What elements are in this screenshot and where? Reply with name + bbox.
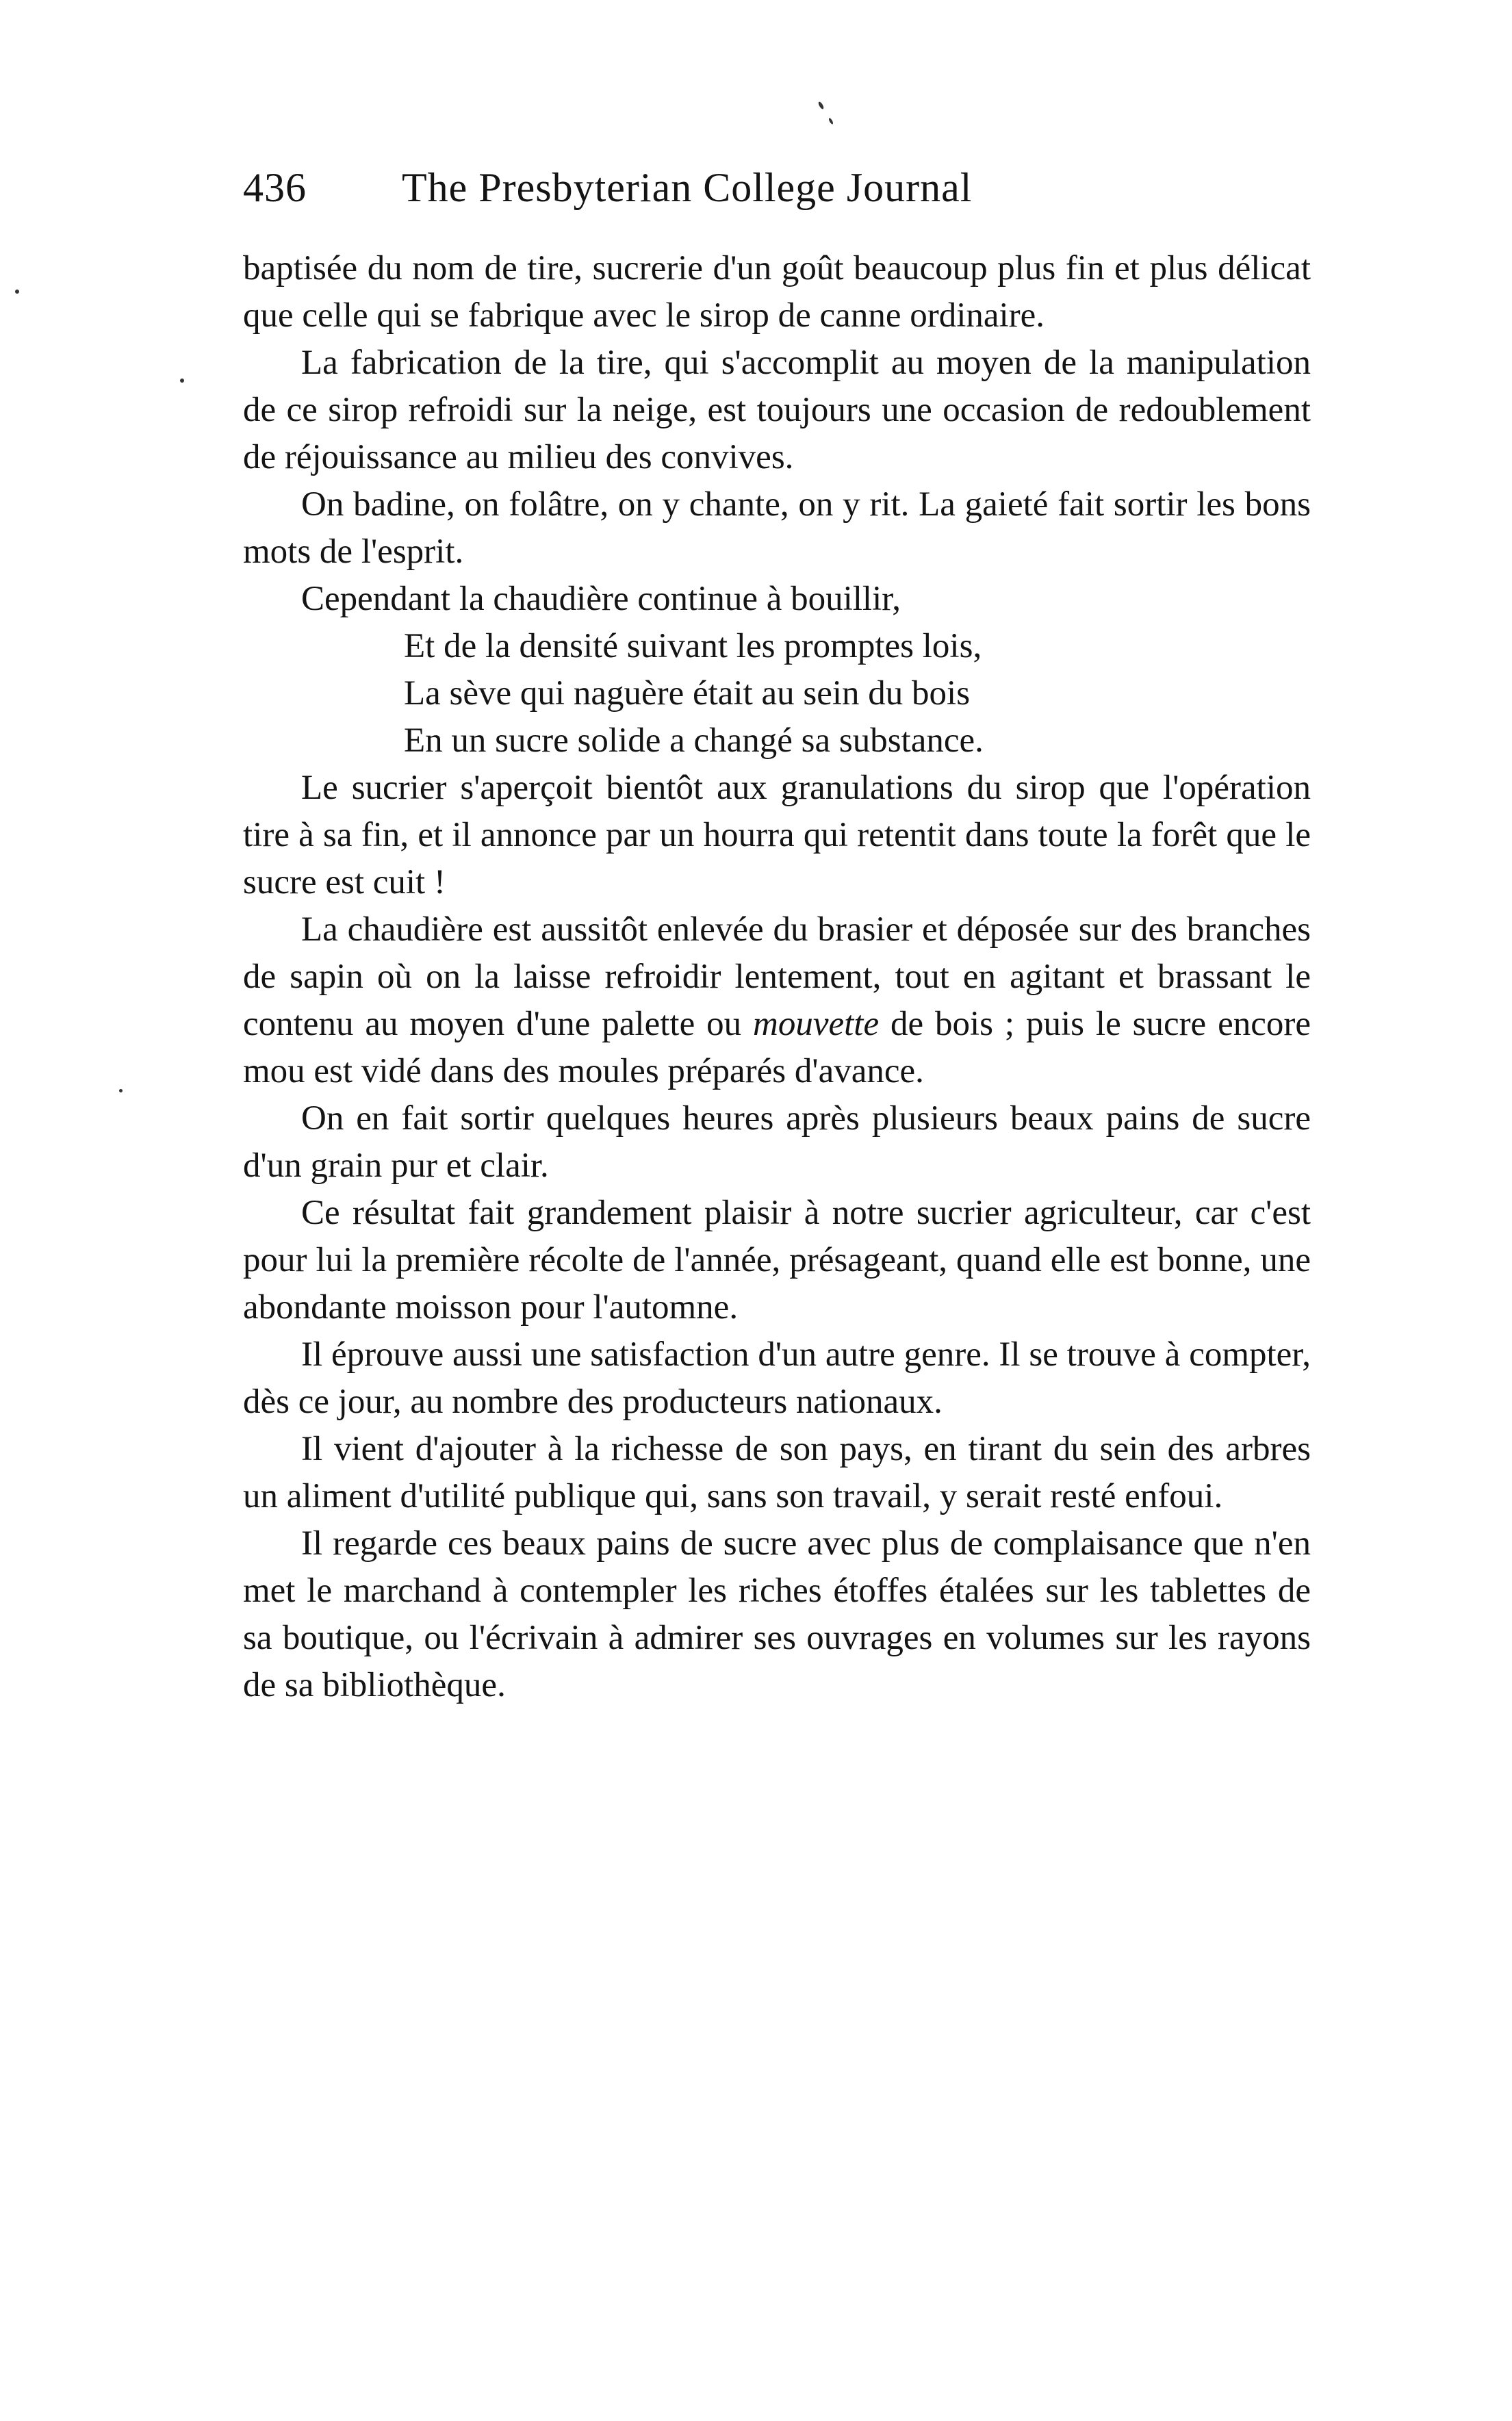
ink-speck [15, 290, 19, 294]
paragraph: Il regarde ces beaux pains de sucre avec plus de complaisance que n'en met le marchand à contempler les riches étoffes étalées sur les tablettes de sa boutique, ou l'écrivain à admirer ses ouvrages en volumes sur les rayons de sa bibliothèque. [243, 1524, 1311, 1704]
book-page [243, 164, 1311, 1709]
paragraph: Il vient d'ajouter à la richesse de son pays, en tirant du sein des arbres un aliment d'utilité publique qui, sans son travail, y serait resté enfoui. [243, 1430, 1311, 1515]
paragraph: On badine, on folâtre, on y chante, on y rit. La gaieté fait sortir les bons mots de l'esprit. [243, 485, 1311, 571]
paragraph-text: La chaudière est aussitôt enlevée du brasier et déposée sur des branches de sapin où on la laisse refroidir lentement, tout en agitant et brassant le contenu au moyen d'une palette ou [243, 910, 1311, 1043]
paragraph: Il éprouve aussi une satisfaction d'un autre genre. Il se trouve à compter, dès ce jour, au nombre des producteurs nationaux. [243, 1335, 1311, 1421]
verse-line: Cependant la chaudière continue à bouillir, [301, 580, 901, 618]
ink-speck [119, 1089, 123, 1092]
verse-quotation [243, 576, 1311, 765]
paragraph: La fabrication de la tire, qui s'accomplit au moyen de la manipulation de ce sirop refroidi sur la neige, est toujours une occasion de redoublement de réjouissance au milieu des convives. [243, 344, 1311, 476]
verse-line: Et de la densité suivant les promptes lois, [404, 627, 982, 665]
body-text [243, 245, 1311, 1709]
paragraph: On en fait sortir quelques heures après plusieurs beaux pains de sucre d'un grain pur et clair. [243, 1099, 1311, 1185]
page-header [243, 164, 1311, 223]
paragraph-continuation: baptisée du nom de tire, sucrerie d'un goût beaucoup plus fin et plus délicat que celle qui se fabrique avec le sirop de canne ordinaire. [243, 249, 1311, 335]
paragraph: Le sucrier s'aperçoit bientôt aux granulations du sirop que l'opération tire à sa fin, et il annonce par un hourra qui retentit dans toute la forêt que le sucre est cuit ! [243, 769, 1311, 901]
verse-line: La sève qui naguère était au sein du bois [404, 674, 971, 713]
ink-speck [817, 101, 824, 110]
paragraph-text: de bois ; puis le sucre encore mou est vidé dans des moules préparés d'avance. [243, 1005, 1311, 1090]
verse-line: En un sucre solide a changé sa substance. [404, 721, 984, 760]
ink-speck [180, 379, 184, 383]
italic-term: mouvette [753, 1005, 880, 1043]
running-title: The Presbyterian College Journal [402, 165, 973, 210]
page-number: 436 [243, 165, 307, 210]
ink-speck [828, 118, 834, 125]
paragraph: Ce résultat fait grandement plaisir à notre sucrier agriculteur, car c'est pour lui la première récolte de l'année, présageant, quand elle est bonne, une abondante moisson pour l'automne. [243, 1194, 1311, 1327]
paragraph [243, 906, 1311, 1095]
